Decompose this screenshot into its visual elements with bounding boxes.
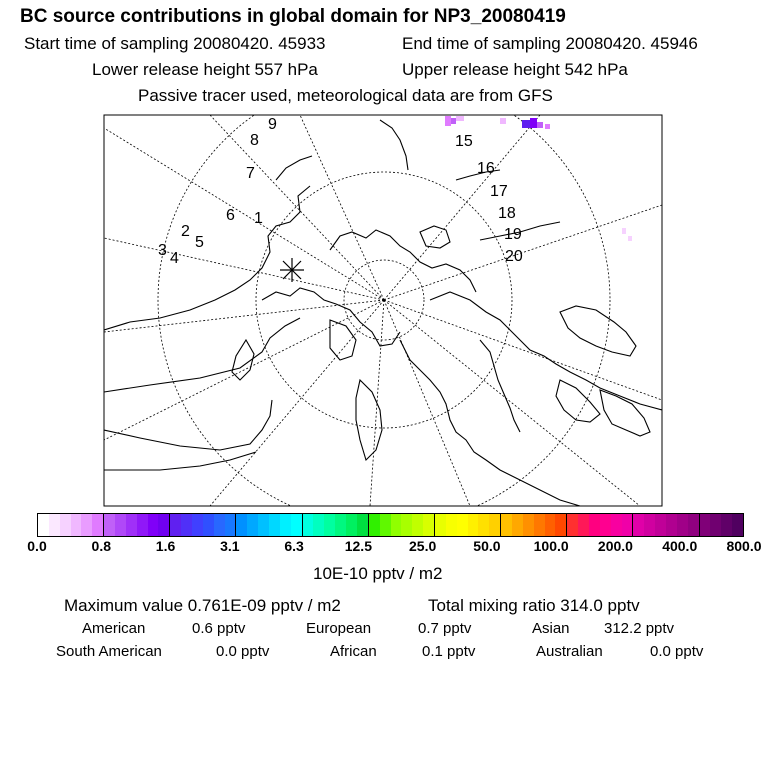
- traj-label-18: 18: [498, 205, 516, 222]
- traj-label-4: 4: [170, 250, 179, 267]
- colorbar-tick-label: 400.0: [662, 538, 698, 554]
- tracer-note-text: Passive tracer used, meteorological data are from GFS: [138, 86, 553, 105]
- lower-release-text: Lower release height 557 hPa: [92, 60, 318, 79]
- colorbar-segment: [60, 514, 71, 536]
- colorbar-segment: [401, 514, 412, 536]
- max-value-text: Maximum value 0.761E-09 pptv / m2: [64, 596, 341, 615]
- colorbar-segment: [600, 514, 611, 536]
- colorbar-segment: [501, 514, 512, 536]
- colorbar-tick-label: 50.0: [473, 538, 501, 554]
- traj-label-6: 6: [226, 207, 235, 224]
- colorbar-segment: [523, 514, 534, 536]
- region-value-asian: 312.2 pptv: [604, 620, 675, 637]
- traj-label-16: 16: [477, 160, 495, 177]
- colorbar-segment: [346, 514, 357, 536]
- traj-label-20: 20: [505, 248, 523, 265]
- colorbar-segment: [622, 514, 634, 536]
- colorbar-segment: [126, 514, 137, 536]
- colorbar-segment: [291, 514, 303, 536]
- region-name-american: American: [82, 620, 146, 637]
- colorbar-segment: [148, 514, 159, 536]
- colorbar-segment: [666, 514, 677, 536]
- colorbar-segment: [225, 514, 237, 536]
- colorbar-segment: [192, 514, 203, 536]
- colorbar-segment: [269, 514, 280, 536]
- colorbar-segment: [303, 514, 314, 536]
- colorbar-segment: [589, 514, 600, 536]
- colorbar-segment: [677, 514, 688, 536]
- colorbar-segment: [81, 514, 92, 536]
- traj-label-2: 2: [181, 223, 190, 240]
- colorbar-segment: [280, 514, 291, 536]
- colorbar-segment: [534, 514, 545, 536]
- region-value-european: 0.7 pptv: [418, 620, 472, 637]
- colorbar-units: 10E-10 pptv / m2: [313, 564, 443, 583]
- colorbar-segment: [236, 514, 247, 536]
- colorbar-segment: [313, 514, 324, 536]
- colorbar-segment: [258, 514, 269, 536]
- colorbar-segment: [457, 514, 468, 536]
- colorbar-tick-label: 6.3: [284, 538, 304, 554]
- colorbar-segment: [357, 514, 369, 536]
- colorbar-segment: [391, 514, 402, 536]
- colorbar-segment: [732, 514, 743, 536]
- colorbar-tick-label: 800.0: [726, 538, 762, 554]
- colorbar-segment: [158, 514, 170, 536]
- traj-label-17: 17: [490, 183, 508, 200]
- colorbar-segment: [369, 514, 380, 536]
- region-name-south-american: South American: [56, 643, 162, 660]
- colorbar-segment: [203, 514, 214, 536]
- region-value-australian: 0.0 pptv: [650, 643, 704, 660]
- colorbar-segment: [49, 514, 60, 536]
- colorbar-segment: [380, 514, 391, 536]
- region-name-asian: Asian: [532, 620, 570, 637]
- receptor-marker: [280, 258, 304, 282]
- colorbar-segment: [324, 514, 335, 536]
- colorbar-segment: [611, 514, 622, 536]
- colorbar-segment: [423, 514, 435, 536]
- traj-label-3: 3: [158, 242, 167, 259]
- colorbar-segment: [644, 514, 655, 536]
- colorbar-segment: [247, 514, 258, 536]
- colorbar-segment: [567, 514, 578, 536]
- colorbar-segment: [721, 514, 732, 536]
- colorbar-segment: [104, 514, 115, 536]
- colorbar-segment: [38, 514, 49, 536]
- region-name-african: African: [330, 643, 377, 660]
- colorbar-segment: [700, 514, 711, 536]
- colorbar-segment: [181, 514, 192, 536]
- colorbar-segment: [214, 514, 225, 536]
- colorbar-segment: [92, 514, 104, 536]
- region-value-african: 0.1 pptv: [422, 643, 476, 660]
- traj-label-8: 8: [250, 132, 259, 149]
- region-name-european: European: [306, 620, 372, 637]
- region-name-australian: Australian: [536, 643, 603, 660]
- colorbar-segment: [478, 514, 489, 536]
- colorbar-segment: [71, 514, 82, 536]
- colorbar-segment: [489, 514, 501, 536]
- traj-label-15: 15: [455, 133, 473, 150]
- colorbar-segment: [335, 514, 346, 536]
- colorbar-tick-label: 25.0: [409, 538, 437, 554]
- region-value-south-american: 0.0 pptv: [216, 643, 270, 660]
- colorbar-tick-label: 100.0: [533, 538, 569, 554]
- region-value-american: 0.6 pptv: [192, 620, 246, 637]
- colorbar-segment: [512, 514, 523, 536]
- traj-label-7: 7: [246, 165, 255, 182]
- colorbar-tick-label: 3.1: [220, 538, 240, 554]
- colorbar-segment: [412, 514, 423, 536]
- colorbar-segment: [710, 514, 721, 536]
- colorbar-segment: [578, 514, 589, 536]
- colorbar-segment: [115, 514, 126, 536]
- colorbar-segment: [688, 514, 700, 536]
- colorbar-segment: [170, 514, 181, 536]
- colorbar-tick-label: 1.6: [155, 538, 176, 554]
- start-sampling-text: Start time of sampling 20080420. 45933: [24, 34, 326, 53]
- traj-label-1: 1: [254, 210, 263, 227]
- total-mixing-text: Total mixing ratio 314.0 pptv: [428, 596, 640, 615]
- colorbar-segment: [655, 514, 666, 536]
- traj-label-5: 5: [195, 234, 204, 251]
- colorbar-segment: [545, 514, 556, 536]
- end-sampling-text: End time of sampling 20080420. 45946: [402, 34, 698, 53]
- colorbar-tick-label: 0.8: [91, 538, 111, 554]
- figure-title: BC source contributions in global domain for NP3_20080419: [20, 6, 566, 27]
- traj-label-9: 9: [268, 116, 277, 133]
- colorbar-segment: [137, 514, 148, 536]
- upper-release-text: Upper release height 542 hPa: [402, 60, 628, 79]
- colorbar-segment: [633, 514, 644, 536]
- colorbar: [37, 513, 744, 537]
- colorbar-segment: [555, 514, 567, 536]
- traj-label-19: 19: [504, 226, 522, 243]
- colorbar-segment: [435, 514, 446, 536]
- colorbar-segment: [446, 514, 457, 536]
- colorbar-tick-label: 12.5: [344, 538, 372, 554]
- colorbar-tick-label: 0.0: [27, 538, 47, 554]
- colorbar-segment: [468, 514, 479, 536]
- colorbar-tick-label: 200.0: [597, 538, 633, 554]
